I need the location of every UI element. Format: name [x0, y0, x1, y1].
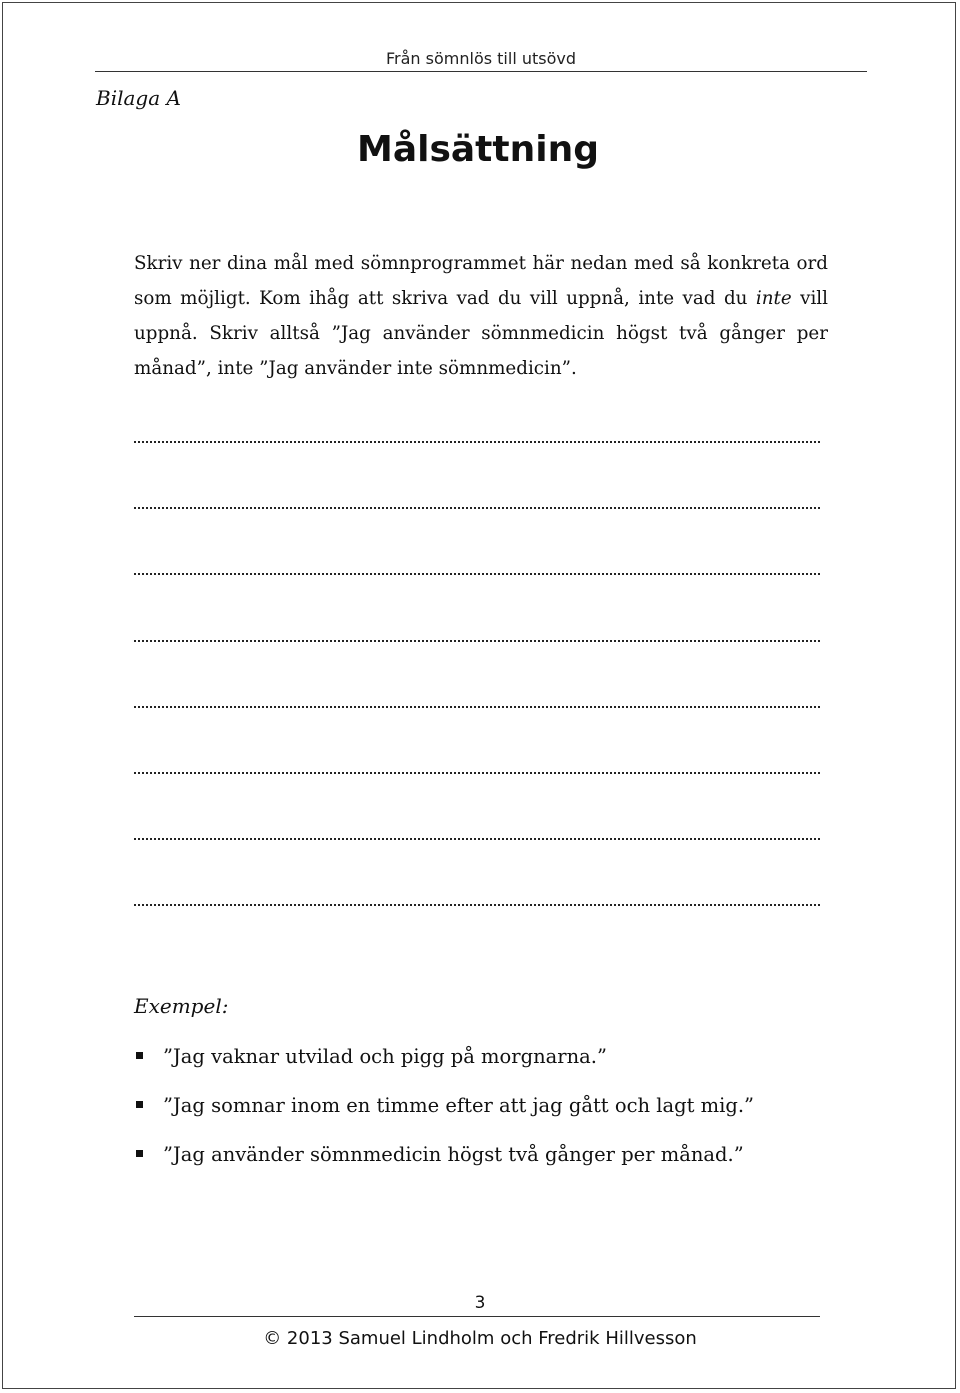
- page-title: Målsättning: [357, 129, 599, 170]
- intro-text-part1: Skriv ner dina mål med sömnprogrammet här nedan med så konkreta ord som möjligt. Kom ihåg att skriva vad du vill uppnå, inte vad du: [134, 253, 828, 309]
- example-text: ”Jag somnar inom en timme efter att jag gått och lagt mig.”: [163, 1094, 755, 1117]
- header-divider: [95, 71, 867, 72]
- intro-emphasis: inte: [755, 288, 792, 309]
- list-item: [134, 1138, 754, 1187]
- square-bullet-icon: [136, 1052, 143, 1059]
- writing-line[interactable]: [134, 640, 820, 642]
- list-item: [134, 1089, 754, 1138]
- writing-line[interactable]: [134, 573, 820, 575]
- example-list: [134, 1040, 754, 1187]
- page-number: 3: [474, 1293, 486, 1313]
- writing-line[interactable]: [134, 706, 820, 708]
- writing-line[interactable]: [134, 772, 820, 774]
- writing-line[interactable]: [134, 507, 820, 509]
- square-bullet-icon: [136, 1150, 143, 1157]
- running-header-title: Från sömnlös till utsövd: [386, 49, 577, 68]
- intro-paragraph: [134, 246, 828, 386]
- example-heading: Exempel:: [134, 994, 229, 1018]
- intro-text-part2: vill uppnå. Skriv alltså ”Jag använder sömnmedicin högst två gånger per månad”, inte ”Jag använder inte sömnmedicin”.: [134, 288, 828, 379]
- writing-line[interactable]: [134, 838, 820, 840]
- footer-divider: [134, 1316, 820, 1317]
- writing-line[interactable]: [134, 904, 820, 906]
- example-text: ”Jag vaknar utvilad och pigg på morgnarna.”: [163, 1045, 607, 1068]
- square-bullet-icon: [136, 1101, 143, 1108]
- list-item: [134, 1040, 754, 1089]
- appendix-label: Bilaga A: [96, 86, 181, 110]
- copyright-notice: © 2013 Samuel Lindholm och Fredrik Hillvesson: [263, 1328, 697, 1349]
- writing-line[interactable]: [134, 441, 820, 443]
- example-text: ”Jag använder sömnmedicin högst två gånger per månad.”: [163, 1143, 744, 1166]
